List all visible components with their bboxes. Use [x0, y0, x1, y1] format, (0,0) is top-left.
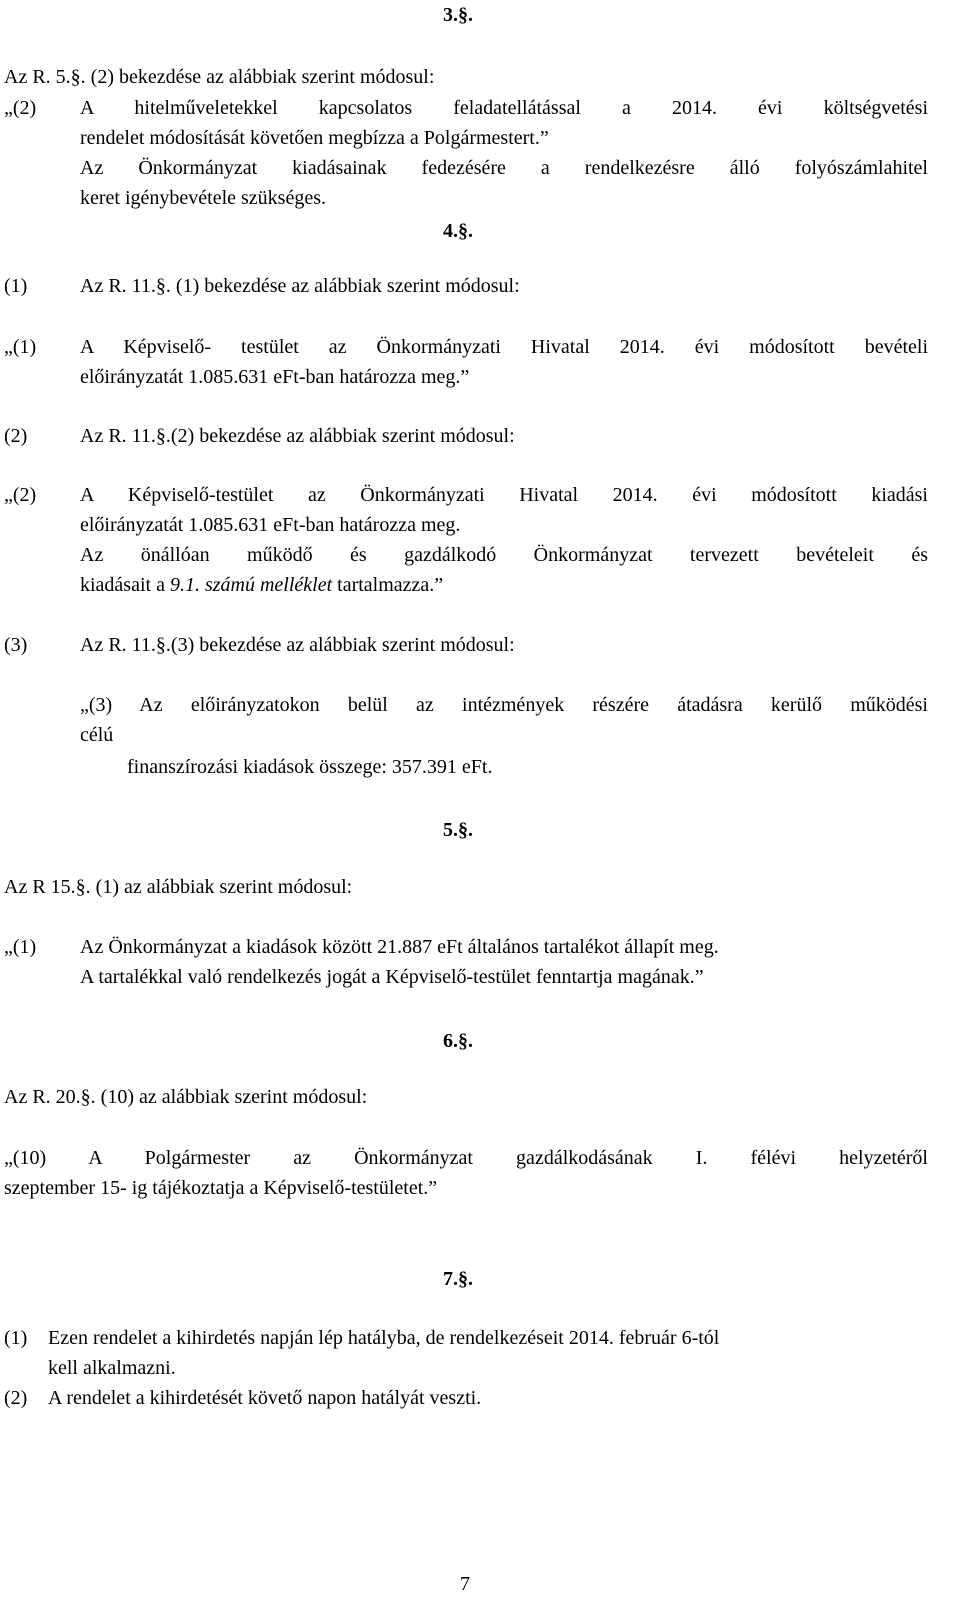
section-4-item2-label: (2) — [4, 425, 28, 447]
section-4-quote1-line1: A Képviselő- testület az Önkormányzati Hivatal 2014. évi módosított bevételi — [80, 336, 928, 358]
section-3-p2-line1: A hitelműveletekkel kapcsolatos feladatellátással a 2014. évi költségvetési — [80, 97, 928, 119]
section-4-item1-text: Az R. 11.§. (1) bekezdése az alábbiak szerint módosul: — [80, 275, 520, 297]
section-6-quote-line2: szeptember 15- ig tájékoztatja a Képviselő-testületet.” — [4, 1177, 438, 1199]
section-5-quote-line2: A tartalékkal való rendelkezés jogát a Képviselő-testület fenntartja magának.” — [80, 966, 704, 988]
section-4-heading: 4.§. — [443, 220, 473, 242]
section-6-quote-line1: „(10) A Polgármester az Önkormányzat gazdálkodásának I. félévi helyzetéről — [4, 1147, 928, 1169]
section-4-quote2-line4 — [80, 570, 443, 600]
section-4-quote2-line4-a: kiadásait a — [80, 574, 170, 596]
section-5-quote-line1: Az Önkormányzat a kiadások között 21.887 eFt általános tartalékot állapít meg. — [80, 936, 719, 958]
section-4-item3-label: (3) — [4, 634, 28, 656]
section-7-item2-label: (2) — [4, 1387, 28, 1409]
section-6-intro: Az R. 20.§. (10) az alábbiak szerint módosul: — [4, 1086, 368, 1108]
section-4-quote2-label: „(2) — [4, 484, 37, 506]
section-5-quote-label: „(1) — [4, 936, 37, 958]
section-4-item2-text: Az R. 11.§.(2) bekezdése az alábbiak szerint módosul: — [80, 425, 515, 447]
section-3-p2-label: „(2) — [4, 97, 37, 119]
section-7-item2-text: A rendelet a kihirdetését követő napon hatályát veszti. — [48, 1387, 482, 1409]
section-5-heading: 5.§. — [443, 819, 473, 841]
section-7-heading: 7.§. — [443, 1268, 473, 1290]
annex-reference: 9.1. számú melléklet — [169, 574, 333, 596]
section-6-heading: 6.§. — [443, 1030, 473, 1052]
section-7-item1-line1: Ezen rendelet a kihirdetés napján lép hatályba, de rendelkezéseit 2014. február 6-tól — [48, 1327, 720, 1349]
section-4-quote2-line3: Az önállóan működő és gazdálkodó Önkormányzat tervezett bevételeit és — [80, 544, 928, 566]
section-4-quote2-line2: előirányzatát 1.085.631 eFt-ban határozza meg. — [80, 514, 461, 536]
page-number: 7 — [460, 1573, 470, 1595]
section-7-item1-label: (1) — [4, 1327, 28, 1349]
section-5-intro: Az R 15.§. (1) az alábbiak szerint módosul: — [4, 876, 353, 898]
section-7-item1-line2: kell alkalmazni. — [48, 1357, 176, 1379]
section-4-quote3-line3: finanszírozási kiadások összege: 357.391 eFt. — [127, 756, 493, 778]
section-3-heading: 3.§. — [443, 4, 473, 26]
section-4-item1-label: (1) — [4, 275, 28, 297]
section-3-p2-line2: rendelet módosítását követően megbízza a Polgármestert.” — [80, 127, 549, 149]
section-4-quote2-line4-c: tartalmazza.” — [332, 574, 444, 596]
section-3-intro: Az R. 5.§. (2) bekezdése az alábbiak szerint módosul: — [4, 66, 435, 88]
section-4-quote1-label: „(1) — [4, 336, 37, 358]
section-3-p3-line1: Az Önkormányzat kiadásainak fedezésére a rendelkezésre álló folyószámlahitel — [80, 157, 928, 179]
section-4-item3-text: Az R. 11.§.(3) bekezdése az alábbiak szerint módosul: — [80, 634, 515, 656]
section-4-quote3-line2: célú — [80, 724, 114, 746]
section-4-quote1-line2: előirányzatát 1.085.631 eFt-ban határozza meg.” — [80, 366, 470, 388]
section-4-quote2-line1: A Képviselő-testület az Önkormányzati Hivatal 2014. évi módosított kiadási — [80, 484, 928, 506]
section-4-quote3-line1: „(3) Az előirányzatokon belül az intézmények részére átadásra kerülő működési — [80, 694, 928, 716]
section-3-p3-line2: keret igénybevétele szükséges. — [80, 187, 327, 209]
